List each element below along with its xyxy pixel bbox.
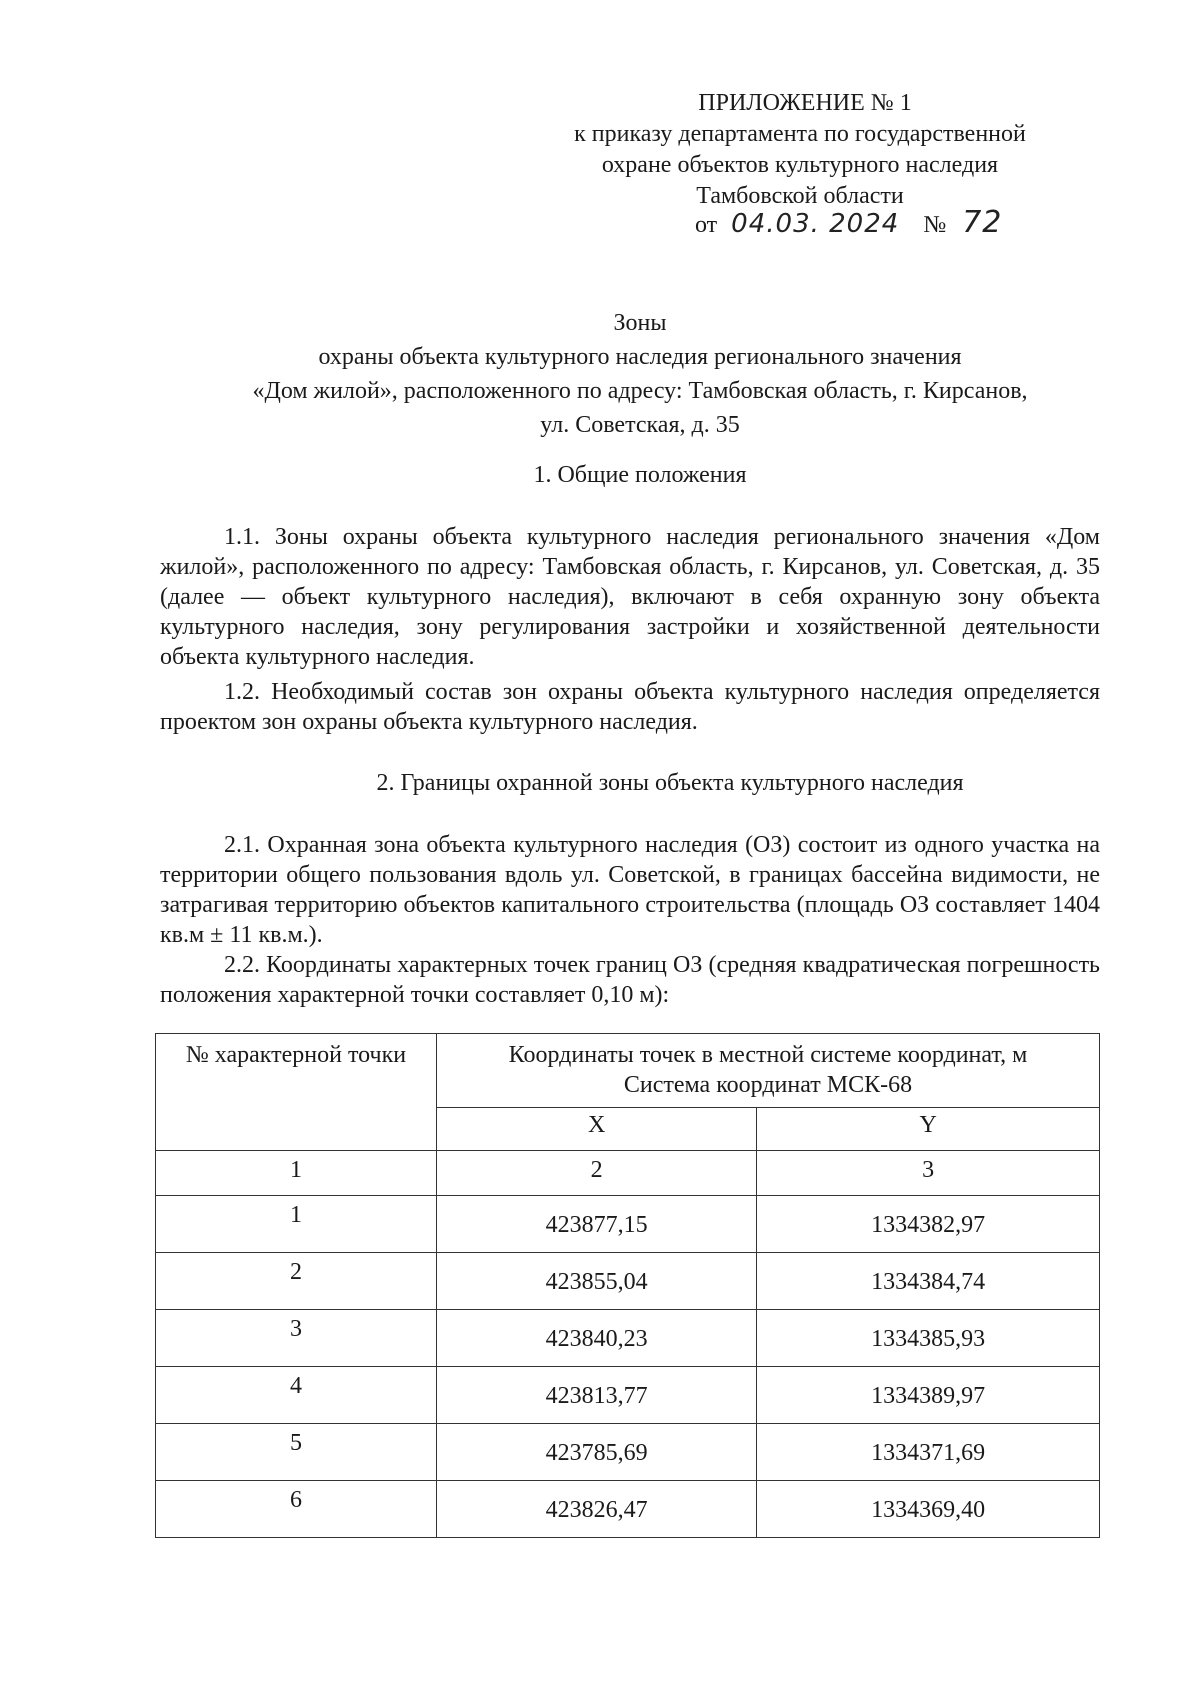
title-line-1: Зоны: [613, 310, 667, 336]
table-row: [156, 1196, 1100, 1253]
table-row: [156, 1481, 1100, 1538]
table-header-row: [156, 1034, 1100, 1108]
index-cell-2: 2: [436, 1151, 756, 1196]
appendix-line-3: Тамбовской области: [696, 183, 904, 209]
header-coordinates-line-1: Координаты точек в местной системе координат, м: [508, 1042, 1028, 1068]
section-1-heading: 1. Общие положения: [533, 462, 747, 488]
coord-x: 423813,77: [436, 1367, 756, 1424]
title-line-2: охраны объекта культурного наследия регионального значения: [318, 344, 962, 370]
coord-y: 1334371,69: [757, 1424, 1100, 1481]
order-date-number: [695, 205, 1002, 240]
header-point-number: № характерной точки: [156, 1034, 437, 1151]
coord-x: 423826,47: [436, 1481, 756, 1538]
header-coordinates-line-2: Система координат МСК-68: [623, 1072, 913, 1098]
table-index-row: [156, 1151, 1100, 1196]
point-number: 6: [156, 1481, 437, 1538]
table-row: [156, 1424, 1100, 1481]
point-number: 4: [156, 1367, 437, 1424]
header-coordinates: [436, 1034, 1099, 1108]
coord-y: 1334389,97: [757, 1367, 1100, 1424]
coord-y: 1334384,74: [757, 1253, 1100, 1310]
coord-x: 423785,69: [436, 1424, 756, 1481]
coord-x: 423855,04: [436, 1253, 756, 1310]
index-cell-1: 1: [156, 1151, 437, 1196]
section-2-heading: 2. Границы охранной зоны объекта культурного наследия: [376, 770, 964, 796]
header-x: X: [436, 1108, 756, 1151]
header-y: Y: [757, 1108, 1100, 1151]
coord-y: 1334382,97: [757, 1196, 1100, 1253]
point-number: 1: [156, 1196, 437, 1253]
appendix-line-2: охране объектов культурного наследия: [601, 152, 999, 178]
coordinates-table: [155, 1033, 1100, 1538]
appendix-header: [520, 88, 1080, 212]
paragraph-1-1: 1.1. Зоны охраны объекта культурного наследия регионального значения «Дом жилой», расположенного по адресу: Тамбовская область, г. Кирсанов, ул. Советская, д. 35 (далее — объект культурного наследия), включают в себя охранную зону объекта культурного наследия, зону регулирования застройки и хозяйственной деятельности объекта культурного наследия.: [160, 524, 1100, 670]
handwritten-number: 72: [962, 205, 1003, 240]
table-row: [156, 1253, 1100, 1310]
point-number: 5: [156, 1424, 437, 1481]
table-row: [156, 1367, 1100, 1424]
document-title: [160, 306, 1120, 442]
paragraph-2-2: 2.2. Координаты характерных точек границ ОЗ (средняя квадратическая погрешность положения характерной точки составляет 0,10 м):: [160, 952, 1100, 1008]
point-number: 3: [156, 1310, 437, 1367]
point-number: 2: [156, 1253, 437, 1310]
paragraph-1-2: 1.2. Необходимый состав зон охраны объекта культурного наследия определяется проектом зон охраны объекта культурного наследия.: [160, 679, 1100, 735]
coord-x: 423877,15: [436, 1196, 756, 1253]
handwritten-date: 04.03. 2024: [731, 209, 900, 239]
appendix-title: ПРИЛОЖЕНИЕ № 1: [698, 90, 912, 116]
index-cell-3: 3: [757, 1151, 1100, 1196]
table-row: [156, 1310, 1100, 1367]
paragraph-2-1: 2.1. Охранная зона объекта культурного наследия (ОЗ) состоит из одного участка на территории общего пользования вдоль ул. Советской, в границах бассейна видимости, не затрагивая территорию объектов капитального строительства (площадь ОЗ составляет 1404 кв.м ± 11 кв.м.).: [160, 832, 1100, 948]
coord-y: 1334385,93: [757, 1310, 1100, 1367]
appendix-line-1: к приказу департамента по государственной: [574, 121, 1026, 147]
order-from-label: от: [695, 212, 718, 238]
title-line-4: ул. Советская, д. 35: [540, 412, 740, 438]
coord-x: 423840,23: [436, 1310, 756, 1367]
title-line-3: «Дом жилой», расположенного по адресу: Тамбовская область, г. Кирсанов,: [252, 378, 1028, 404]
order-number-label: №: [923, 212, 947, 238]
coord-y: 1334369,40: [757, 1481, 1100, 1538]
